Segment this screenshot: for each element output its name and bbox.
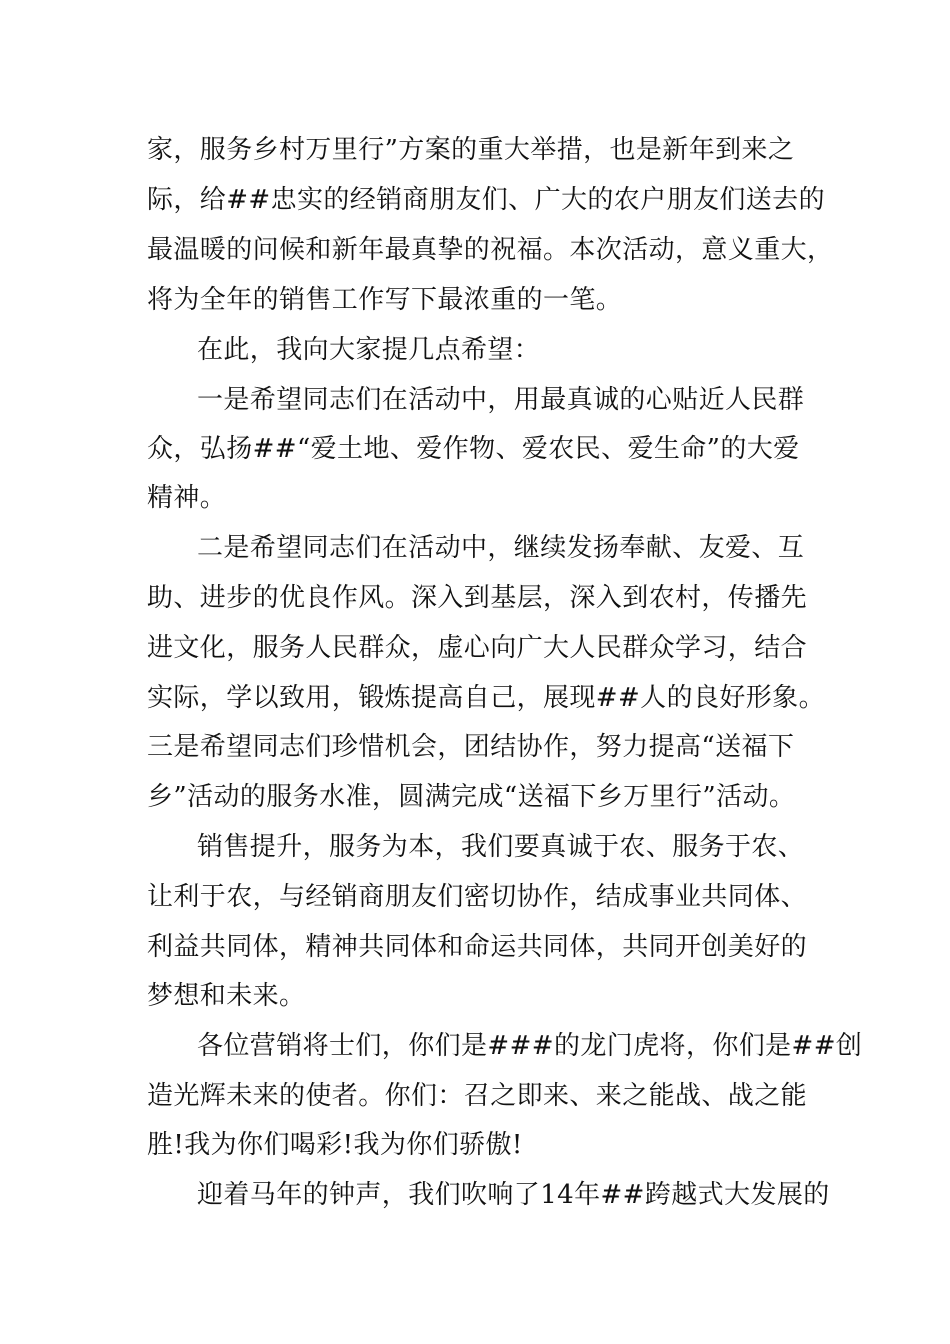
text-line: 乡”活动的服务水准，圆满完成“送福下乡万里行”活动。 <box>147 782 796 812</box>
text-line: 让利于农，与经销商朋友们密切协作，结成事业共同体、 <box>147 882 808 912</box>
text-line: 在此，我向大家提几点希望： <box>197 335 541 365</box>
text-line: 梦想和未来。 <box>147 981 306 1011</box>
text-line: 胜!我为你们喝彩!我为你们骄傲! <box>147 1130 523 1160</box>
text-line: 销售提升，服务为本，我们要真诚于农、服务于农、 <box>197 832 805 862</box>
text-line: 进文化，服务人民群众，虚心向广大人民群众学习，结合 <box>147 633 808 663</box>
text-line: 二是希望同志们在活动中，继续发扬奉献、友爱、互 <box>197 533 805 563</box>
text-line: 众，弘扬##“爱土地、爱作物、爱农民、爱生命”的大爱 <box>147 434 800 464</box>
text-line: 家，服务乡村万里行”方案的重大举措，也是新年到来之 <box>147 135 795 165</box>
text-line: 实际，学以致用，锻炼提高自己，展现##人的良好形象。 <box>147 683 825 713</box>
text-line: 际，给##忠实的经销商朋友们、广大的农户朋友们送去的 <box>147 185 825 215</box>
text-line: 造光辉未来的使者。你们：召之即来、来之能战、战之能 <box>147 1081 808 1111</box>
text-line: 迎着马年的钟声，我们吹响了14年##跨越式大发展的 <box>197 1180 830 1210</box>
text-line: 精神。 <box>147 483 227 513</box>
text-line: 最温暖的问候和新年最真挚的祝福。本次活动，意义重大， <box>147 235 834 265</box>
text-line: 将为全年的销售工作写下最浓重的一笔。 <box>147 285 623 315</box>
text-line: 一是希望同志们在活动中，用最真诚的心贴近人民群 <box>197 385 805 415</box>
text-line: 利益共同体，精神共同体和命运共同体，共同开创美好的 <box>147 932 808 962</box>
text-line: 各位营销将士们，你们是###的龙门虎将，你们是##创 <box>197 1031 863 1061</box>
text-line: 三是希望同志们珍惜机会，团结协作，努力提高“送福下 <box>147 732 795 762</box>
text-line: 助、进步的优良作风。深入到基层，深入到农村，传播先 <box>147 583 808 613</box>
